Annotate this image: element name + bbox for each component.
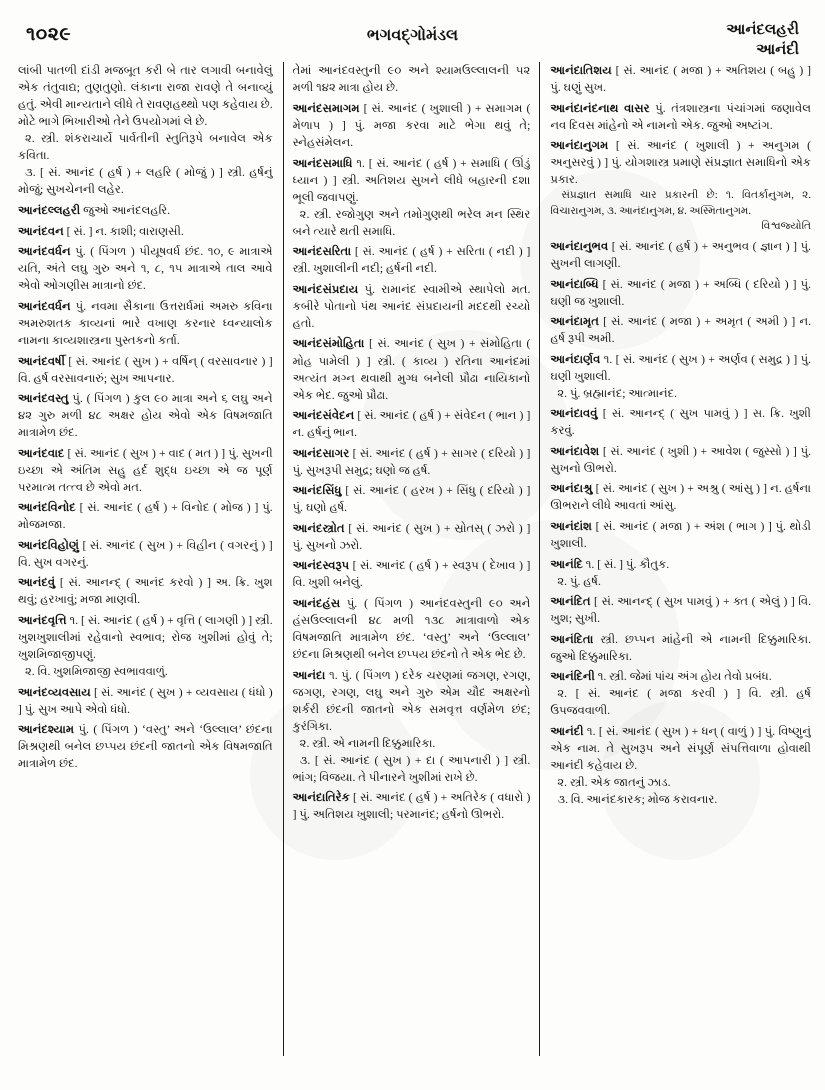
entry-headword: આનંદશ્યામ: [18, 723, 75, 737]
entry-first-line: આનંદસ્ત્રોત [ સં. આનંદ ( સુખ ) + સ્રોતસ્ ( ઝરો ) ] પું. સુખનો ઝરો.: [292, 521, 531, 552]
entry-first-line: આનંદવસ્તુ પું. ( પિંગળ ) કુલ ૯૦ માત્રા અને ૬ લઘુ અને ૪૨ ગુરુ મળી ૪૮ અક્ષર હોય એવો એક વિષમજાતિ માત્રામેળ છંદ.: [18, 392, 273, 440]
dictionary-entry: [550, 276, 811, 310]
dictionary-entry: [18, 243, 273, 294]
entry-first-line: આનંદા ૧. પું. ( પિંગળ ) દરેક ચરણમાં જગણ, રગણ, જગણ, રગણ, લઘુ અને ગુરુ એમ ચૌદ અક્ષરનો શર્કરી છંદની જાતનો એક સમવૃત્ત વર્ણમેળ છંદ; કુરંગિકા.: [292, 668, 531, 733]
entry-first-line: આનંદાનુભવ [ સં. આનંદ ( હર્ષ ) + અનુભવ ( જ્ઞાન ) ] પું. સુખની લાગણી.: [550, 240, 811, 271]
entry-first-line: આનંદાશ્રુ [ સં. આનંદ ( સુખ ) + અશ્રુ ( આંસુ ) ] ન. હર્ષના ઊભરાને લીધે આવતાં આંસુ.: [550, 482, 811, 513]
dictionary-entry: [550, 238, 811, 272]
dictionary-entry: [293, 557, 531, 591]
entry-first-line: આનંદવન [ સં. ] ન. કાશી; વારાણસી.: [18, 224, 184, 238]
dictionary-entry: [550, 723, 811, 808]
dictionary-entry: [550, 518, 811, 552]
entry-headword: આનંદાવેશ: [550, 444, 600, 458]
dictionary-entry: [293, 155, 531, 240]
entry-headword: આનંદસમાગમ: [292, 102, 360, 116]
dictionary-entry: [18, 537, 273, 571]
entry-first-line: આનંદાવેશ [ સં. આનંદ ( ખુશી ) + આવેશ ( જુસ્સો ) ] પું. સુખનો ઊભરો.: [550, 444, 811, 475]
entry-sense: ૨. [ સં. આનંદ ( મજા કરવી ) ] વિ. સ્ત્રી. હર્ષ ઉપજવવાળી.: [550, 687, 811, 718]
entry-first-line: આનંદિતા સ્ત્રી. છપ્પન માંહેની એ નામની દિક્કુમારિકા. જુઓ દિક્કુમારિકા.: [550, 632, 811, 663]
entry-first-line: તેમાં આનંદવસ્તુની ૯૦ અને શ્યામઉલ્લાલની ૫૨ મળી ૧૪૨ માત્રા હોય છે.: [292, 64, 531, 95]
dictionary-entry: [550, 631, 811, 665]
dictionary-entry: [293, 595, 531, 663]
dictionary-entry: [550, 137, 811, 234]
entry-first-line: આનંદી ૧. [ સં. આનંદ ( સુખ ) + ધન્ ( વાળું ) ] પું. વિષ્ણુનું એક નામ. તે સુખરૂપ અને સંપૂર્ણ સંપત્તિવાળા હોવાથી આનંદી કહેવાય છે.: [550, 724, 811, 772]
entry-continuation: [18, 62, 273, 198]
dictionary-entry: [550, 351, 811, 402]
dictionary-entry: [18, 202, 273, 219]
entry-first-line: આનંદસમાગમ [ સં. આનંદ ( ખુશાલી ) + સમાગમ ( મેળાપ ) ] પું. મજા કરવા માટે ભેગા થવું તે; સ્નેહસંમેલન.: [292, 102, 531, 150]
entry-sense: ૨. સ્ત્રી. એ નામની દિક્કુમારિકા.: [299, 736, 436, 750]
dictionary-entry: [18, 390, 273, 441]
dictionary-entry: [293, 100, 531, 151]
column-2: [283, 62, 540, 1056]
entry-first-line: આનંદસંમોહિતા [ સં. આનંદ ( સુખ ) + સંમોહિતા ( મોહ પામેલી ) ] સ્ત્રી. ( કાવ્ય ) રતિના આનંદમાં અત્યંત મગ્ન થવાથી મુગ્ધ બનેલી પ્રૌઢા નાયિકાનો એક ભેદ. જુઓ પ્રૌઢા.: [292, 337, 531, 402]
dictionary-entry: [18, 353, 273, 387]
entry-sense: ૩. [ સં. આનંદ ( સુખ ) + દા ( આપનારી ) ] સ્ત્રી. ભાંગ; વિજયા. તે પીનારને ખુશીમાં રાખે છે.: [292, 753, 531, 784]
entry-headword: આનંદાનુભવ: [550, 240, 609, 253]
entry-first-line: આનંદવૃત્તિ ૧. [ સં. આનંદ ( હર્ષ ) + વૃત્તિ ( લાગણી ) ] સ્ત્રી. ખુશખુશાલીમાં રહેવાનો સ્વભાવ; રોજ ખુશીમાં હોવું તે; ખુશમિજાજીપણું.: [18, 613, 273, 661]
entry-headword: આનંદસંપ્રદાય: [292, 282, 359, 296]
guide-words: [726, 20, 799, 61]
entry-headword: આનંદસિંધુ: [292, 484, 342, 498]
entry-headword: આનંદલ્લહરી: [18, 204, 81, 218]
dictionary-entry: [293, 335, 531, 403]
entry-first-line: આનંદસમાધિ ૧. [ સં. આનંદ ( હર્ષ ) + સમાધિ ( ઊંડું ધ્યાન ) ] સ્ત્રી. અતિશય સુખને લીધે બહારની દશા ભૂલી જવાપણું.: [292, 156, 531, 204]
entry-first-line: આનંદિની ૧. સ્ત્રી. જેમાં પાંચ અંગ હોય તેવો પ્રબંધ.: [550, 670, 772, 684]
entry-first-line: આનંદવર્ધન પું. ( પિંગળ ) પીયૂષવર્ધ છંદ. ૧૦, ૯ માત્રાએ યતિ, અંતે લઘુ ગુરુ અને ૧, ૮, ૧૫ માત્રાએ તાલ આવે એવો ઓગણીસ માત્રાનો છંદ.: [18, 245, 273, 293]
entry-subnote: સંપ્રજ્ઞાત સમાધિ ચાર પ્રકારની છે: ૧. વિતર્કાનુગમ, ૨. વિચારાનુગમ, ૩. આનંદાનુગમ, ૪. અસ્મિતાનુગમ.: [550, 190, 811, 217]
entry-headword: આનંદાંશ: [550, 519, 592, 533]
entry-first-line: આનંદાંશ [ સં. આનંદ ( મજા ) + અંશ ( ભાગ ) ] પું. થોડી ખુશાલી.: [550, 519, 811, 550]
entry-sense: ૨. વિ. ખુશમિજાજી સ્વભાવવાળું.: [25, 665, 168, 679]
dictionary-entry: [550, 480, 811, 514]
entry-first-line: આનંદાવવું [ સં. આનન્દ્ ( સુખ પામવું ) ] સ. ક્રિ. ખુશી કરવું.: [550, 407, 811, 438]
entry-sense: ૩. [ સં. આનંદ ( હર્ષ ) + લહરિ ( મોજું ) ] સ્ત્રી. હર્ષનું મોજું; સુખચેનની લહેર.: [18, 166, 273, 197]
dictionary-entry: [293, 520, 531, 554]
entry-headword: આનંદવાદ: [18, 446, 65, 460]
dictionary-entry: [550, 668, 811, 719]
entry-first-line: આનંદવાદ [ સં. આનંદ ( સુખ ) + વાદ ( મત ) ] પું. સુખની ઇચ્છા એ અંતિમ સહુ હર્દ શુદ્ધ ઇચ્છા એ જ પૂર્ણ પરમાત્મ તત્ત્વ છે એવો મત.: [18, 446, 273, 494]
entry-sense: ૨. પું. બ્રહ્માનંદ; આત્માનંદ.: [557, 386, 678, 400]
entry-first-line: આનંદવ્યવસાય [ સં. આનંદ ( સુખ ) + વ્યવસાય ( ધંધો ) ] પું. સુખ આપે એવો ધંધો.: [18, 685, 273, 716]
entry-headword: આનંદા: [292, 668, 326, 682]
entry-source-citation: વિશ્વજ્યોતિ: [761, 220, 811, 232]
entry-first-line: આનંદવિનોદ [ સં. આનંદ ( હર્ષ ) + વિનોદ ( મોજ ) ] પું. મોજમજા.: [18, 501, 273, 532]
entry-first-line: આનંદશ્યામ પું. ( પિંગળ ) ‘વસ્તુ’ અને ‘ઉલ્લાલ’ છંદના મિશ્રણથી બનેલ છપ્પય છંદની જાતનો એક વિષમજાતિ માત્રામેળ છંદ.: [18, 723, 273, 771]
entry-headword: આનંદાતિશય: [550, 64, 612, 77]
entry-headword: આનંદિતા: [550, 632, 594, 646]
entry-first-line: આનંદામૃત [ સં. આનંદ ( મજા ) + અમૃત ( અમી ) ] ન. હર્ષ રૂપી અમી.: [550, 315, 811, 346]
guide-word-first: આનંદલહરી: [726, 22, 799, 38]
dictionary-entry: [550, 313, 811, 347]
dictionary-entry: [550, 62, 811, 96]
dictionary-entry: [18, 445, 273, 496]
entry-first-line: આનંદસાગર [ સં. આનંદ ( હર્ષ ) + સાગર ( દરિયો ) ] પું. સુખરૂપી સમુદ્ર; ઘણો જ હર્ષ.: [292, 446, 531, 477]
entry-headword: આનંદહંસ: [292, 596, 341, 610]
entry-headword: આનંદવર્ધન: [18, 299, 71, 313]
entry-sense: ૨. સ્ત્રી. રજોગુણ અને તમોગુણથી ભરેલ મન સ્થિર બને ત્યારે થતી સમાધિ.: [292, 207, 531, 238]
entry-first-line: આનંદાર્ણવ ૧. [ સં. આનંદ ( સુખ ) + અર્ણવ ( સમુદ્ર ) ] પું. ઘણી ખુશાલી.: [550, 352, 811, 383]
dictionary-entry: [293, 482, 531, 516]
column-3: [539, 62, 811, 1056]
entry-sense: ૨. પું. હર્ષ.: [557, 574, 601, 588]
guide-word-last: આનંદી: [756, 42, 799, 59]
dictionary-entry: [550, 100, 811, 134]
entry-headword: આનંદાવવું: [550, 407, 598, 421]
entry-headword: આનંદવન: [18, 224, 64, 238]
dictionary-entry: [18, 721, 273, 772]
entry-first-line: આનંદસિંધુ [ સં. આનંદ ( હરખ ) + સિંધુ ( દરિયો ) ] પું. ઘણો હર્ષ.: [292, 484, 531, 515]
entry-headword: આનંદાર્ણવ: [550, 352, 601, 366]
dictionary-entry: [293, 281, 531, 332]
entry-headword: આનંદામૃત: [550, 315, 599, 329]
entry-headword: આનંદાનુગમ: [550, 139, 609, 153]
entry-first-line: લાંબી પાતળી દાંડી મજબૂત કરી બે તાર લગાવી બનાવેલું એક તંતુવાદ્ય; તુણતુણો. લંકાના રાજા રાવણે તે બનાવ્યું હતું. એવી માન્યતાને લીધે તે રાવણહથ્થો પણ કહેવાય છે. મોટે ભાગે ભિખારીઓ તેને ઉપયોગમાં લે છે.: [18, 64, 273, 129]
column-1: [18, 62, 283, 1056]
dictionary-entry: [18, 574, 273, 608]
entry-headword: આનંદવિનોદ: [18, 501, 76, 515]
entry-headword: આનંદસ્વરૂપ: [292, 559, 350, 573]
entry-first-line: આનંદિત [ સં. આનન્દ્ ( સુખ પામવું ) + ક્ત ( એલું ) ] વિ. ખુશ; સુખી.: [550, 595, 811, 626]
entry-sense: ૩. વિ. આનંદકારક; મોજ કરાવનાર.: [557, 792, 718, 806]
entry-first-line: આનંદસ્વરૂપ [ સં. આનંદ ( હર્ષ ) + સ્વરૂપ ( દેખાવ ) ] વિ. ખુશી બનેલું.: [292, 559, 531, 590]
dictionary-entry: [18, 499, 273, 533]
page-header: [0, 10, 825, 59]
entry-sense: ૨. સ્ત્રી. એક જાતનું ઝાડ.: [557, 775, 671, 789]
entry-first-line: આનંદાતિશય [ સં. આનંદ ( મજા ) + અતિશય ( બહુ ) ] પું. ઘણું સુખ.: [550, 64, 811, 95]
entry-headword: આનંદસમાધિ: [292, 156, 353, 170]
entry-first-line: આનંદિ ૧. [ સં. ] પું. કૌતુક.: [550, 557, 670, 571]
entry-headword: આનંદિ: [550, 557, 583, 571]
entry-first-line: આનંદસરિતા [ સં. આનંદ ( હર્ષ ) + સરિતા ( નદી ) ] સ્ત્રી. ખુશાલીની નદી; હર્ષની નદી.: [292, 245, 531, 276]
entry-first-line: આનંદવિહોણું [ સં. આનંદ ( સુખ ) + વિહીન ( વગરનું ) ] વિ. સુખ વગરનું.: [18, 538, 273, 569]
dictionary-entry: [550, 593, 811, 627]
entry-headword: આનંદસરિતા: [292, 245, 352, 259]
entry-first-line: આનંદસંવેદન [ સં. આનંદ ( હર્ષ ) + સંવેદન ( ભાન ) ] ન. હર્ષનું ભાન.: [292, 409, 531, 440]
entry-sense: ૨. સ્ત્રી. શંકરાચાર્યે પાર્વતીની સ્તુતિરૂપે બનાવેલ એક કવિતા.: [18, 132, 273, 163]
entry-first-line: આનંદવર્ષી [ સં. આનંદ ( સુખ ) + વર્ષિન્ ( વરસાવનાર ) ] વિ. હર્ષ વરસાવનારું; સુખ આપનાર.: [18, 354, 273, 385]
entry-first-line: આનંદાતિરેક [ સં. આનંદ ( હર્ષ ) + અતિરેક ( વધારો ) ] પું. અતિશય ખુશાલી; પરમાનંદ; હર્ષનો ઊભરો.: [292, 791, 531, 822]
entry-headword: આનંદાતિરેક: [292, 791, 350, 805]
dictionary-entry: [293, 243, 531, 277]
entry-first-line: આનંદાનંદનાથ વાસર પું. તંત્રશાસ્ત્રના પંચાંગમાં જણાવેલ નવ દિવસ માંહેનો એ નામનો એક. જુઓ અષ્ટાંગ.: [550, 101, 811, 132]
entry-headword: આનંદિની: [550, 670, 595, 684]
dictionary-entry: [18, 684, 273, 718]
dictionary-entry: [550, 443, 811, 477]
entry-headword: આનંદવ્યવસાય: [18, 685, 91, 699]
entry-headword: આનંદી: [550, 724, 584, 738]
dictionary-entry: [18, 298, 273, 349]
entry-headword: આનંદાનંદનાથ વાસર: [550, 101, 650, 115]
dictionary-entry: [550, 405, 811, 439]
dictionary-entry: [18, 223, 273, 240]
book-title: ભગવદ્ગોમંડલ: [366, 27, 459, 44]
entry-first-line: આનંદાનુગમ [ સં. આનંદ ( ખુશાલી ) + અનુગમ ( અનુસરવું ) ] પું. યોગશાસ્ત્ર પ્રમાણે સંપ્રજ્ઞાત સમાધિનો એક પ્રકાર.: [550, 139, 811, 187]
entry-first-line: આનંદાબ્ધિ [ સં. આનંદ ( મજા ) + અબ્ધિ ( દરિયો ) ] પું. ઘણી જ ખુશાલી.: [550, 277, 811, 308]
dictionary-entry: [293, 789, 531, 823]
entry-headword: આનંદવર્ધન: [18, 245, 71, 259]
entry-headword: આનંદસંવેદન: [292, 409, 355, 423]
dictionary-entry: [293, 667, 531, 786]
entry-continuation: [293, 62, 531, 96]
dictionary-entry: [18, 612, 273, 680]
entry-headword: આનંદવું: [18, 576, 56, 590]
entry-first-line: આનંદવર્ધન પું. નવમા સૈકાના ઉત્તરાર્ધમાં અમરુ કવિના અમરુશતક કાવ્યનાં ભારે વખાણ કરનાર ધ્વન્યાલોક નામના કાવ્યશાસ્ત્રના પુસ્તકનો કર્તા.: [18, 299, 273, 347]
entry-first-line: આનંદવું [ સં. આનન્દ્ ( આનંદ કરવો ) ] અ. ક્રિ. ખુશ થવું; હરખાવું; મજા માણવી.: [18, 576, 273, 607]
entry-headword: આનંદવિહોણું: [18, 538, 79, 552]
dictionary-entry: [293, 407, 531, 441]
entry-headword: આનંદસાગર: [292, 446, 350, 460]
page-number: ૧૦૨૯: [26, 24, 72, 45]
dictionary-entry: [293, 445, 531, 479]
entry-headword: આનંદાબ્ધિ: [550, 277, 599, 291]
entry-headword: આનંદવૃત્તિ: [18, 613, 67, 627]
entry-headword: આનંદવર્ષી: [18, 354, 65, 368]
entry-headword: આનંદસ્ત્રોત: [292, 521, 345, 535]
entry-headword: આનંદિત: [550, 595, 591, 609]
text-columns: [18, 62, 811, 1056]
entry-first-line: આનંદસંપ્રદાય પું. રામાનંદ સ્વામીએ સ્થાપેલો મત. કબીરે પોતાનો પંથ આનંદ સંપ્રદાયની મદદથી રચ્યો હતો.: [292, 282, 531, 330]
entry-first-line: આનંદલ્લહરી જુઓ આનંદલહરિ.: [18, 204, 171, 218]
entry-headword: આનંદવસ્તુ: [18, 392, 69, 406]
entry-headword: આનંદસંમોહિતા: [292, 337, 365, 351]
entry-first-line: આનંદહંસ પું. ( પિંગળ ) આનંદવસ્તુની ૯૦ અને હંસઉલ્લાલની ૪૮ મળી ૧૩૮ માત્રાવાળો એક વિષમજાતિ માત્રામેળ છંદ. ‘વસ્તુ’ અને ‘ઉલ્લાલ’ છંદના મિશ્રણથી બનેલ છપ્પય છંદનો તે એક ભેદ છે.: [292, 596, 531, 661]
dictionary-entry: [550, 556, 811, 590]
entry-headword: આનંદાશ્રુ: [550, 482, 593, 496]
